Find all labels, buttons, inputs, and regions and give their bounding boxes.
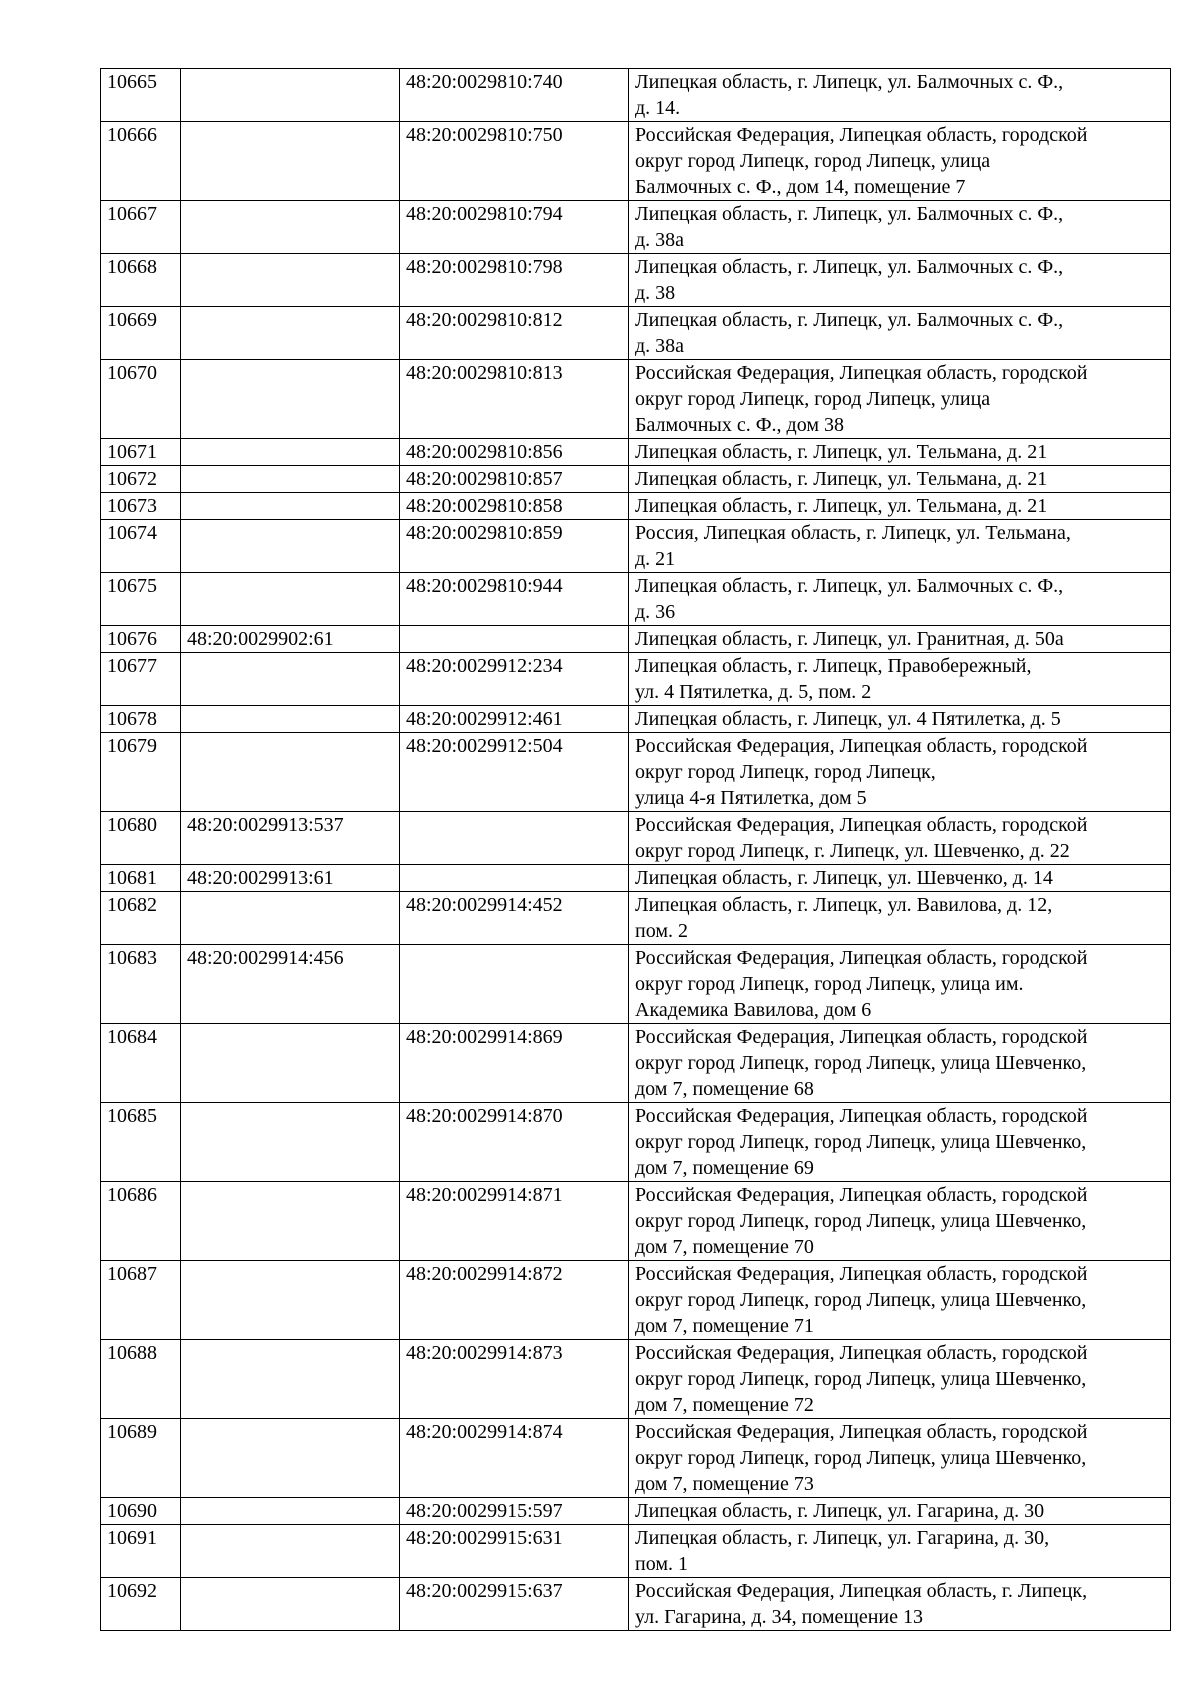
address-cell — [629, 573, 1171, 626]
object-cadastral-number-cell: 48:20:0029810:856 — [400, 439, 629, 466]
address-line: Липецкая область, г. Липецк, ул. Гагарина, д. 30 — [635, 1500, 1045, 1522]
object-cadastral-number-cell: 48:20:0029915:637 — [400, 1578, 629, 1631]
address-line: д. 38а — [635, 335, 685, 357]
address-cell — [629, 812, 1171, 865]
land-cadastral-number-cell — [181, 1340, 400, 1419]
object-cadastral-number-cell: 48:20:0029912:234 — [400, 653, 629, 706]
table-row — [101, 653, 1171, 706]
address-line: Липецкая область, г. Липецк, ул. Шевченко, д. 14 — [635, 867, 1053, 889]
address-cell — [629, 520, 1171, 573]
land-cadastral-number-cell — [181, 1182, 400, 1261]
land-cadastral-number-cell — [181, 254, 400, 307]
table-row — [101, 1525, 1171, 1578]
registry-table — [100, 68, 1171, 1631]
row-number-cell: 10683 — [101, 945, 181, 1024]
table-row — [101, 1261, 1171, 1340]
land-cadastral-number-cell — [181, 1578, 400, 1631]
address-line: округ город Липецк, город Липецк, улица Шевченко, — [635, 1447, 1087, 1469]
object-cadastral-number-cell: 48:20:0029912:504 — [400, 733, 629, 812]
land-cadastral-number-cell — [181, 1498, 400, 1525]
address-line: дом 7, помещение 71 — [635, 1315, 814, 1337]
table-row — [101, 1024, 1171, 1103]
table-row — [101, 626, 1171, 653]
address-cell — [629, 626, 1171, 653]
address-line: округ город Липецк, город Липецк, улица им. — [635, 973, 1024, 995]
row-number-cell: 10667 — [101, 201, 181, 254]
land-cadastral-number-cell — [181, 1419, 400, 1498]
object-cadastral-number-cell — [400, 812, 629, 865]
address-line: д. 36 — [635, 601, 676, 623]
table-row — [101, 439, 1171, 466]
row-number-cell: 10681 — [101, 865, 181, 892]
address-line: Российская Федерация, Липецкая область, городской — [635, 947, 1088, 969]
table-row — [101, 865, 1171, 892]
land-cadastral-number-cell — [181, 892, 400, 945]
address-line: Балмочных с. Ф., дом 38 — [635, 414, 844, 436]
row-number-cell: 10691 — [101, 1525, 181, 1578]
address-line: Липецкая область, г. Липецк, ул. Балмочных с. Ф., — [635, 256, 1064, 278]
address-cell — [629, 706, 1171, 733]
land-cadastral-number-cell — [181, 439, 400, 466]
object-cadastral-number-cell: 48:20:0029810:794 — [400, 201, 629, 254]
object-cadastral-number-cell — [400, 945, 629, 1024]
address-line: Российская Федерация, Липецкая область, городской — [635, 362, 1088, 384]
object-cadastral-number-cell — [400, 865, 629, 892]
row-number-cell: 10668 — [101, 254, 181, 307]
table-row — [101, 493, 1171, 520]
document-page — [100, 68, 1170, 1631]
land-cadastral-number-cell — [181, 69, 400, 122]
address-line: округ город Липецк, город Липецк, — [635, 761, 936, 783]
address-cell — [629, 945, 1171, 1024]
address-line: Липецкая область, г. Липецк, ул. 4 Пятилетка, д. 5 — [635, 708, 1061, 730]
object-cadastral-number-cell: 48:20:0029914:871 — [400, 1182, 629, 1261]
address-line: д. 38а — [635, 229, 685, 251]
row-number-cell: 10666 — [101, 122, 181, 201]
table-row — [101, 1419, 1171, 1498]
land-cadastral-number-cell — [181, 122, 400, 201]
table-row — [101, 733, 1171, 812]
land-cadastral-number-cell — [181, 1103, 400, 1182]
land-cadastral-number-cell — [181, 733, 400, 812]
row-number-cell: 10678 — [101, 706, 181, 733]
row-number-cell: 10680 — [101, 812, 181, 865]
address-cell — [629, 439, 1171, 466]
address-line: округ город Липецк, город Липецк, улица Шевченко, — [635, 1210, 1087, 1232]
address-cell — [629, 1578, 1171, 1631]
object-cadastral-number-cell: 48:20:0029810:858 — [400, 493, 629, 520]
row-number-cell: 10674 — [101, 520, 181, 573]
object-cadastral-number-cell: 48:20:0029914:872 — [400, 1261, 629, 1340]
address-cell — [629, 1182, 1171, 1261]
address-line: дом 7, помещение 70 — [635, 1236, 814, 1258]
address-line: Липецкая область, г. Липецк, ул. Тельмана, д. 21 — [635, 441, 1048, 463]
address-line: Российская Федерация, Липецкая область, городской — [635, 1184, 1088, 1206]
table-row — [101, 812, 1171, 865]
land-cadastral-number-cell: 48:20:0029902:61 — [181, 626, 400, 653]
address-cell — [629, 892, 1171, 945]
land-cadastral-number-cell — [181, 360, 400, 439]
address-line: округ город Липецк, город Липецк, улица Шевченко, — [635, 1131, 1087, 1153]
address-line: Российская Федерация, Липецкая область, городской — [635, 735, 1088, 757]
address-cell — [629, 653, 1171, 706]
object-cadastral-number-cell: 48:20:0029914:869 — [400, 1024, 629, 1103]
table-row — [101, 1498, 1171, 1525]
address-line: Российская Федерация, Липецкая область, городской — [635, 1421, 1088, 1443]
object-cadastral-number-cell: 48:20:0029914:870 — [400, 1103, 629, 1182]
row-number-cell: 10676 — [101, 626, 181, 653]
address-line: дом 7, помещение 68 — [635, 1078, 814, 1100]
table-row — [101, 360, 1171, 439]
land-cadastral-number-cell: 48:20:0029914:456 — [181, 945, 400, 1024]
object-cadastral-number-cell: 48:20:0029810:857 — [400, 466, 629, 493]
address-cell — [629, 307, 1171, 360]
row-number-cell: 10679 — [101, 733, 181, 812]
table-row — [101, 706, 1171, 733]
address-cell — [629, 865, 1171, 892]
address-cell — [629, 254, 1171, 307]
address-line: дом 7, помещение 72 — [635, 1394, 814, 1416]
address-line: Липецкая область, г. Липецк, ул. Тельмана, д. 21 — [635, 468, 1048, 490]
address-cell — [629, 1024, 1171, 1103]
address-cell — [629, 1340, 1171, 1419]
address-cell — [629, 69, 1171, 122]
table-row — [101, 122, 1171, 201]
object-cadastral-number-cell: 48:20:0029915:631 — [400, 1525, 629, 1578]
address-cell — [629, 733, 1171, 812]
address-line: округ город Липецк, город Липецк, улица — [635, 388, 991, 410]
row-number-cell: 10689 — [101, 1419, 181, 1498]
address-line: пом. 1 — [635, 1553, 688, 1575]
table-row — [101, 1182, 1171, 1261]
address-line: Российская Федерация, Липецкая область, городской — [635, 1263, 1088, 1285]
table-row — [101, 307, 1171, 360]
row-number-cell: 10690 — [101, 1498, 181, 1525]
table-row — [101, 69, 1171, 122]
address-line: Россия, Липецкая область, г. Липецк, ул. Тельмана, — [635, 522, 1071, 544]
table-row — [101, 1578, 1171, 1631]
address-line: д. 14. — [635, 97, 681, 119]
land-cadastral-number-cell — [181, 201, 400, 254]
address-line: Липецкая область, г. Липецк, ул. Балмочных с. Ф., — [635, 203, 1064, 225]
land-cadastral-number-cell — [181, 466, 400, 493]
land-cadastral-number-cell — [181, 653, 400, 706]
object-cadastral-number-cell: 48:20:0029810:798 — [400, 254, 629, 307]
row-number-cell: 10688 — [101, 1340, 181, 1419]
address-line: д. 38 — [635, 282, 676, 304]
address-line: Академика Вавилова, дом 6 — [635, 999, 872, 1021]
address-cell — [629, 201, 1171, 254]
row-number-cell: 10670 — [101, 360, 181, 439]
address-line: Балмочных с. Ф., дом 14, помещение 7 — [635, 176, 966, 198]
row-number-cell: 10684 — [101, 1024, 181, 1103]
table-row — [101, 1103, 1171, 1182]
address-line: округ город Липецк, г. Липецк, ул. Шевченко, д. 22 — [635, 840, 1070, 862]
row-number-cell: 10671 — [101, 439, 181, 466]
object-cadastral-number-cell — [400, 626, 629, 653]
address-line: округ город Липецк, город Липецк, улица Шевченко, — [635, 1368, 1087, 1390]
land-cadastral-number-cell: 48:20:0029913:537 — [181, 812, 400, 865]
row-number-cell: 10673 — [101, 493, 181, 520]
address-line: Липецкая область, г. Липецк, ул. Тельмана, д. 21 — [635, 495, 1048, 517]
address-cell — [629, 122, 1171, 201]
table-row — [101, 1340, 1171, 1419]
row-number-cell: 10687 — [101, 1261, 181, 1340]
address-line: Липецкая область, г. Липецк, ул. Вавилова, д. 12, — [635, 894, 1053, 916]
land-cadastral-number-cell — [181, 1525, 400, 1578]
address-cell — [629, 1103, 1171, 1182]
table-row — [101, 254, 1171, 307]
address-line: округ город Липецк, город Липецк, улица — [635, 150, 991, 172]
table-row — [101, 201, 1171, 254]
row-number-cell: 10692 — [101, 1578, 181, 1631]
row-number-cell: 10672 — [101, 466, 181, 493]
object-cadastral-number-cell: 48:20:0029915:597 — [400, 1498, 629, 1525]
address-line: ул. Гагарина, д. 34, помещение 13 — [635, 1606, 923, 1628]
object-cadastral-number-cell: 48:20:0029810:859 — [400, 520, 629, 573]
object-cadastral-number-cell: 48:20:0029914:874 — [400, 1419, 629, 1498]
land-cadastral-number-cell — [181, 1024, 400, 1103]
address-line: Липецкая область, г. Липецк, ул. Балмочных с. Ф., — [635, 309, 1064, 331]
address-line: дом 7, помещение 73 — [635, 1473, 814, 1495]
address-line: Российская Федерация, Липецкая область, городской — [635, 1026, 1088, 1048]
address-line: Липецкая область, г. Липецк, ул. Балмочных с. Ф., — [635, 575, 1064, 597]
address-cell — [629, 1498, 1171, 1525]
address-line: ул. 4 Пятилетка, д. 5, пом. 2 — [635, 681, 872, 703]
address-line: Российская Федерация, Липецкая область, г. Липецк, — [635, 1580, 1088, 1602]
table-row — [101, 945, 1171, 1024]
object-cadastral-number-cell: 48:20:0029810:812 — [400, 307, 629, 360]
row-number-cell: 10669 — [101, 307, 181, 360]
address-line: Российская Федерация, Липецкая область, городской — [635, 1105, 1088, 1127]
address-line: Липецкая область, г. Липецк, ул. Балмочных с. Ф., — [635, 71, 1064, 93]
row-number-cell: 10685 — [101, 1103, 181, 1182]
land-cadastral-number-cell — [181, 307, 400, 360]
address-line: округ город Липецк, город Липецк, улица Шевченко, — [635, 1289, 1087, 1311]
registry-table-body — [101, 69, 1171, 1631]
address-cell — [629, 1525, 1171, 1578]
address-cell — [629, 360, 1171, 439]
land-cadastral-number-cell — [181, 706, 400, 733]
land-cadastral-number-cell — [181, 520, 400, 573]
object-cadastral-number-cell: 48:20:0029810:750 — [400, 122, 629, 201]
address-line: округ город Липецк, город Липецк, улица Шевченко, — [635, 1052, 1087, 1074]
address-line: Липецкая область, г. Липецк, ул. Гагарина, д. 30, — [635, 1527, 1050, 1549]
address-line: Российская Федерация, Липецкая область, городской — [635, 814, 1088, 836]
address-cell — [629, 1419, 1171, 1498]
address-line: улица 4-я Пятилетка, дом 5 — [635, 787, 867, 809]
table-row — [101, 573, 1171, 626]
object-cadastral-number-cell: 48:20:0029912:461 — [400, 706, 629, 733]
address-line: Российская Федерация, Липецкая область, городской — [635, 124, 1088, 146]
row-number-cell: 10675 — [101, 573, 181, 626]
address-line: д. 21 — [635, 548, 676, 570]
address-cell — [629, 493, 1171, 520]
address-line: Липецкая область, г. Липецк, Правобережный, — [635, 655, 1032, 677]
address-line: Российская Федерация, Липецкая область, городской — [635, 1342, 1088, 1364]
object-cadastral-number-cell: 48:20:0029810:740 — [400, 69, 629, 122]
land-cadastral-number-cell — [181, 573, 400, 626]
object-cadastral-number-cell: 48:20:0029914:452 — [400, 892, 629, 945]
row-number-cell: 10686 — [101, 1182, 181, 1261]
land-cadastral-number-cell: 48:20:0029913:61 — [181, 865, 400, 892]
row-number-cell: 10665 — [101, 69, 181, 122]
row-number-cell: 10682 — [101, 892, 181, 945]
row-number-cell: 10677 — [101, 653, 181, 706]
address-cell — [629, 466, 1171, 493]
land-cadastral-number-cell — [181, 1261, 400, 1340]
table-row — [101, 466, 1171, 493]
address-cell — [629, 1261, 1171, 1340]
address-line: пом. 2 — [635, 920, 688, 942]
object-cadastral-number-cell: 48:20:0029810:944 — [400, 573, 629, 626]
land-cadastral-number-cell — [181, 493, 400, 520]
object-cadastral-number-cell: 48:20:0029810:813 — [400, 360, 629, 439]
address-line: Липецкая область, г. Липецк, ул. Гранитная, д. 50а — [635, 628, 1064, 650]
object-cadastral-number-cell: 48:20:0029914:873 — [400, 1340, 629, 1419]
table-row — [101, 892, 1171, 945]
table-row — [101, 520, 1171, 573]
address-line: дом 7, помещение 69 — [635, 1157, 814, 1179]
